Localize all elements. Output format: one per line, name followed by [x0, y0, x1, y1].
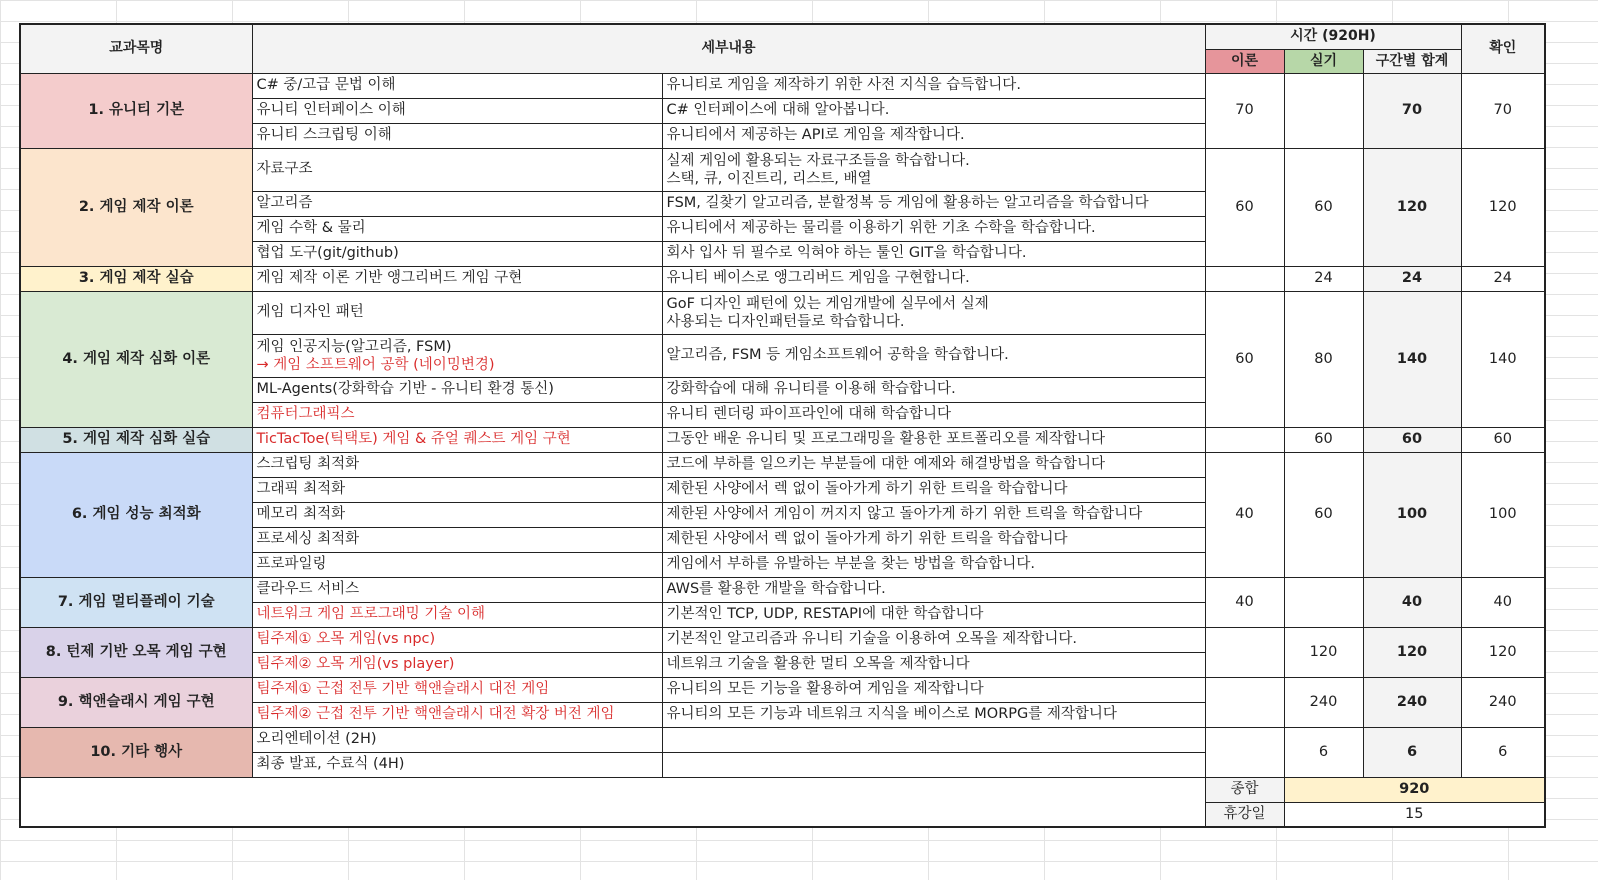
description-cell[interactable]: 그동안 배운 유니티 및 프로그래밍을 활용한 포트폴리오를 제작합니다 [662, 427, 1205, 452]
rest-days-label[interactable]: 휴강일 [1205, 802, 1284, 827]
topic-cell[interactable]: 클라우드 서비스 [252, 577, 662, 602]
description-cell[interactable] [662, 752, 1205, 777]
description-cell[interactable]: AWS를 활용한 개발을 학습합니다. [662, 577, 1205, 602]
topic-cell[interactable]: 네트워크 게임 프로그래밍 기술 이해 [252, 602, 662, 627]
practice-hours[interactable]: 60 [1284, 148, 1363, 266]
description-cell[interactable]: 코드에 부하를 일으키는 부분들에 대한 예제와 해결방법을 학습합니다 [662, 452, 1205, 477]
subtotal-hours[interactable]: 240 [1363, 677, 1461, 727]
header-subtotal[interactable]: 구간별 합계 [1363, 49, 1461, 73]
header-practice[interactable]: 실기 [1284, 49, 1363, 73]
header-subject[interactable]: 교과목명 [20, 24, 252, 73]
topic-cell[interactable]: 자료구조 [252, 148, 662, 191]
description-cell[interactable]: 기본적인 TCP, UDP, RESTAPI에 대한 학습합니다 [662, 602, 1205, 627]
description-line-2: 스택, 큐, 이진트리, 리스트, 배열 [666, 170, 872, 187]
practice-hours[interactable]: 60 [1284, 427, 1363, 452]
topic-cell[interactable]: 게임 수학 & 물리 [252, 216, 662, 241]
footer-blank[interactable] [20, 777, 1205, 827]
theory-hours[interactable]: 60 [1205, 291, 1284, 427]
confirm-hours[interactable]: 140 [1461, 291, 1545, 427]
topic-cell[interactable]: 컴퓨터그래픽스 [252, 402, 662, 427]
practice-hours[interactable]: 6 [1284, 727, 1363, 777]
theory-hours[interactable]: 40 [1205, 577, 1284, 627]
topic-line: 게임 인공지능(알고리즘, FSM) [256, 338, 452, 355]
subtotal-hours[interactable]: 100 [1363, 452, 1461, 577]
topic-cell[interactable]: 최종 발표, 수료식 (4H) [252, 752, 662, 777]
description-cell[interactable]: 제한된 사양에서 게임이 꺼지지 않고 돌아가게 하기 위한 트릭을 학습합니다 [662, 502, 1205, 527]
table-row [20, 577, 1545, 602]
header-time[interactable]: 시간 (920H) [1205, 24, 1461, 49]
description-cell[interactable]: 게임에서 부하를 유발하는 부분을 찾는 방법을 학습합니다. [662, 552, 1205, 577]
topic-cell[interactable]: ML-Agents(강화학습 기반 - 유니티 환경 통신) [252, 377, 662, 402]
description-cell[interactable] [662, 148, 1205, 191]
topic-line-2: → 게임 소프트웨어 공학 (네이밍변경) [256, 356, 495, 373]
table-row [20, 627, 1545, 652]
description-cell[interactable]: FSM, 길찾기 알고리즘, 분할정복 등 게임에 활용하는 알고리즘을 학습합니다 [662, 191, 1205, 216]
table-row [20, 266, 1545, 291]
description-cell[interactable]: 유니티로 게임을 제작하기 위한 사전 지식을 습득합니다. [662, 73, 1205, 98]
topic-cell[interactable]: 프로세싱 최적화 [252, 527, 662, 552]
subtotal-hours[interactable]: 120 [1363, 148, 1461, 266]
theory-hours[interactable] [1205, 677, 1284, 727]
topic-cell[interactable]: 메모리 최적화 [252, 502, 662, 527]
header-confirm[interactable]: 확인 [1461, 24, 1545, 73]
curriculum-table [19, 23, 1546, 828]
theory-hours[interactable]: 40 [1205, 452, 1284, 577]
table-row [20, 291, 1545, 334]
description-line: 실제 게임에 활용되는 자료구조들을 학습합니다. [666, 152, 970, 169]
topic-cell[interactable]: 게임 디자인 패턴 [252, 291, 662, 334]
description-cell[interactable]: 유니티의 모든 기능을 활용하여 게임을 제작합니다 [662, 677, 1205, 702]
practice-hours[interactable] [1284, 577, 1363, 627]
theory-hours[interactable]: 70 [1205, 73, 1284, 148]
theory-hours[interactable] [1205, 627, 1284, 677]
module-name[interactable]: 9. 핵앤슬래시 게임 구현 [20, 677, 252, 727]
module-name[interactable]: 8. 턴제 기반 오목 게임 구현 [20, 627, 252, 677]
table-row [20, 727, 1545, 752]
subtotal-hours[interactable]: 70 [1363, 73, 1461, 148]
topic-cell[interactable]: C# 중/고급 문법 이해 [252, 73, 662, 98]
practice-hours[interactable]: 240 [1284, 677, 1363, 727]
description-line: GoF 디자인 패턴에 있는 게임개발에 실무에서 실제 [666, 295, 989, 312]
confirm-hours[interactable]: 240 [1461, 677, 1545, 727]
subtotal-hours[interactable]: 140 [1363, 291, 1461, 427]
confirm-hours[interactable]: 24 [1461, 266, 1545, 291]
topic-cell[interactable]: 팀주제② 오목 게임(vs player) [252, 652, 662, 677]
confirm-hours[interactable]: 120 [1461, 148, 1545, 266]
topic-cell[interactable]: 팀주제② 근접 전투 기반 핵앤슬래시 대전 확장 버전 게임 [252, 702, 662, 727]
topic-cell[interactable]: 유니티 스크립팅 이해 [252, 123, 662, 148]
module-name[interactable]: 3. 게임 제작 실습 [20, 266, 252, 291]
table-row [20, 148, 1545, 191]
rest-days-value[interactable]: 15 [1284, 802, 1545, 827]
module-name[interactable]: 7. 게임 멀티플레이 기술 [20, 577, 252, 627]
description-cell[interactable]: 유니티 렌더링 파이프라인에 대해 학습합니다 [662, 402, 1205, 427]
theory-hours[interactable] [1205, 427, 1284, 452]
theory-hours[interactable] [1205, 266, 1284, 291]
module-name[interactable]: 5. 게임 제작 심화 실습 [20, 427, 252, 452]
description-cell[interactable]: 제한된 사양에서 렉 없이 돌아가게 하기 위한 트릭을 학습합니다 [662, 477, 1205, 502]
topic-cell[interactable]: 협업 도구(git/github) [252, 241, 662, 266]
topic-cell[interactable]: 게임 제작 이론 기반 앵그리버드 게임 구현 [252, 266, 662, 291]
header-theory[interactable]: 이론 [1205, 49, 1284, 73]
description-cell[interactable]: 유니티에서 제공하는 API로 게임을 제작합니다. [662, 123, 1205, 148]
topic-cell[interactable]: TicTacToe(틱택토) 게임 & 쥬얼 퀘스트 게임 구현 [252, 427, 662, 452]
module-name[interactable]: 10. 기타 행사 [20, 727, 252, 777]
description-cell[interactable]: C# 인터페이스에 대해 알아봅니다. [662, 98, 1205, 123]
description-cell[interactable]: 네트워크 기술을 활용한 멀티 오목을 제작합니다 [662, 652, 1205, 677]
module-name[interactable]: 1. 유니티 기본 [20, 73, 252, 148]
practice-hours[interactable]: 80 [1284, 291, 1363, 427]
table-row [20, 427, 1545, 452]
confirm-hours[interactable]: 40 [1461, 577, 1545, 627]
theory-hours[interactable]: 60 [1205, 148, 1284, 266]
practice-hours[interactable]: 60 [1284, 452, 1363, 577]
confirm-hours[interactable]: 120 [1461, 627, 1545, 677]
topic-cell[interactable]: 팀주제① 근접 전투 기반 핵앤슬래시 대전 게임 [252, 677, 662, 702]
subtotal-hours[interactable]: 120 [1363, 627, 1461, 677]
description-cell[interactable] [662, 727, 1205, 752]
topic-cell[interactable]: 오리엔테이션 (2H) [252, 727, 662, 752]
topic-cell[interactable]: 스크립팅 최적화 [252, 452, 662, 477]
description-cell[interactable]: 유니티의 모든 기능과 네트워크 지식을 베이스로 MORPG를 제작합니다 [662, 702, 1205, 727]
table-body [20, 73, 1545, 777]
confirm-hours[interactable]: 70 [1461, 73, 1545, 148]
description-cell[interactable]: 강화학습에 대해 유니티를 이용해 학습합니다. [662, 377, 1205, 402]
subtotal-hours[interactable]: 60 [1363, 427, 1461, 452]
module-name[interactable]: 6. 게임 성능 최적화 [20, 452, 252, 577]
practice-hours[interactable]: 24 [1284, 266, 1363, 291]
table-row [20, 677, 1545, 702]
table-row [20, 452, 1545, 477]
description-line-2: 사용되는 디자인패턴들로 학습합니다. [666, 313, 905, 330]
confirm-hours[interactable]: 100 [1461, 452, 1545, 577]
subtotal-hours[interactable]: 24 [1363, 266, 1461, 291]
total-label[interactable]: 종합 [1205, 777, 1284, 802]
subtotal-hours[interactable]: 6 [1363, 727, 1461, 777]
module-name[interactable]: 4. 게임 제작 심화 이론 [20, 291, 252, 427]
practice-hours[interactable]: 120 [1284, 627, 1363, 677]
topic-cell[interactable]: 유니티 인터페이스 이해 [252, 98, 662, 123]
description-cell[interactable]: 유니티에서 제공하는 물리를 이용하기 위한 기초 수학을 학습합니다. [662, 216, 1205, 241]
description-cell[interactable]: 기본적인 알고리즘과 유니티 기술을 이용하여 오목을 제작합니다. [662, 627, 1205, 652]
theory-hours[interactable] [1205, 727, 1284, 777]
topic-cell[interactable]: 팀주제① 오목 게임(vs npc) [252, 627, 662, 652]
confirm-hours[interactable]: 60 [1461, 427, 1545, 452]
description-cell[interactable]: 제한된 사양에서 렉 없이 돌아가게 하기 위한 트릭을 학습합니다 [662, 527, 1205, 552]
total-value[interactable]: 920 [1284, 777, 1545, 802]
practice-hours[interactable] [1284, 73, 1363, 148]
topic-cell[interactable]: 그래픽 최적화 [252, 477, 662, 502]
subtotal-hours[interactable]: 40 [1363, 577, 1461, 627]
table-row [20, 73, 1545, 98]
description-cell[interactable]: 알고리즘, FSM 등 게임소프트웨어 공학을 학습합니다. [662, 334, 1205, 377]
topic-cell[interactable]: 프로파일링 [252, 552, 662, 577]
header-details[interactable]: 세부내용 [252, 24, 1205, 73]
description-cell[interactable] [662, 291, 1205, 334]
confirm-hours[interactable]: 6 [1461, 727, 1545, 777]
topic-cell[interactable] [252, 334, 662, 377]
description-cell[interactable]: 유니티 베이스로 앵그리버드 게임을 구현합니다. [662, 266, 1205, 291]
topic-cell[interactable]: 알고리즘 [252, 191, 662, 216]
description-cell[interactable]: 회사 입사 뒤 필수로 익혀야 하는 툴인 GIT을 학습합니다. [662, 241, 1205, 266]
module-name[interactable]: 2. 게임 제작 이론 [20, 148, 252, 266]
